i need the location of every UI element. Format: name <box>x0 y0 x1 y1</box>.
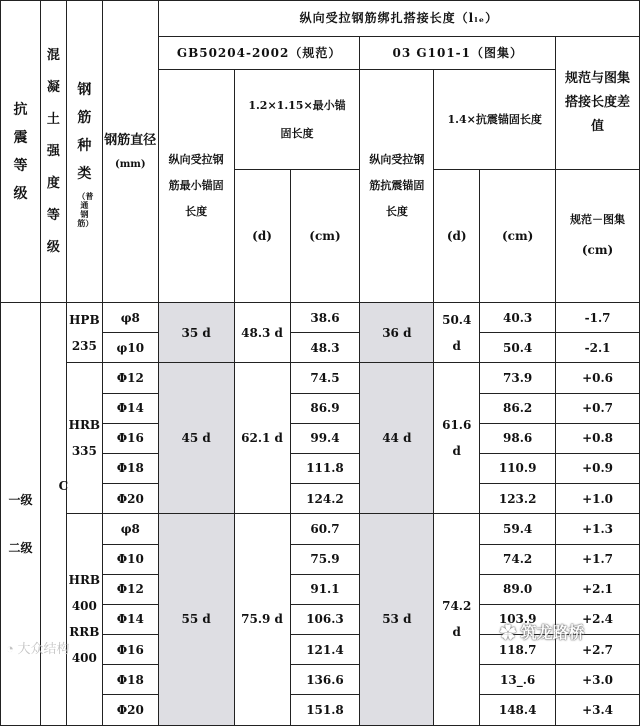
std-cm-cell: 136.6 <box>290 665 360 695</box>
std-formula-header: 1.2×1.15×最小锚固长度 <box>234 70 360 170</box>
difference-cell: +0.9 <box>556 453 640 483</box>
difference-cell: +2.4 <box>556 604 640 634</box>
steel-type-cell: HPB 235 <box>66 303 102 363</box>
atlas-cm-cell: 40.3 <box>480 303 556 333</box>
atlas-unit-cm: (cm) <box>480 170 556 303</box>
atlas-d-cell: 50.4 d <box>434 303 480 363</box>
table-row <box>1 363 640 393</box>
difference-cell: +2.1 <box>556 574 640 604</box>
std-cm-cell: 86.9 <box>290 393 360 423</box>
table-body <box>1 1 640 726</box>
diameter-cell: Φ10 <box>102 544 158 574</box>
difference-cell: -1.7 <box>556 303 640 333</box>
difference-cell: +0.6 <box>556 363 640 393</box>
std-unit-d: (d) <box>234 170 290 303</box>
difference-cell: +1.3 <box>556 514 640 544</box>
difference-cell: +1.0 <box>556 484 640 514</box>
atlas-formula-header: 1.4×抗震锚固长度 <box>434 70 556 170</box>
difference-unit: 规范－图集 (cm) <box>556 170 640 303</box>
atlas-cm-cell: 98.6 <box>480 423 556 453</box>
std-cm-cell: 48.3 <box>290 333 360 363</box>
atlas-anchor-cell: 44 d <box>360 363 434 514</box>
difference-cell: +0.7 <box>556 393 640 423</box>
diameter-cell: Φ14 <box>102 393 158 423</box>
std-cm-cell: 151.8 <box>290 695 360 725</box>
atlas-header: 03 G101-1（图集） <box>360 37 556 70</box>
atlas-anchor-cell: 53 d <box>360 514 434 725</box>
std-cm-cell: 99.4 <box>290 423 360 453</box>
atlas-anchor-cell: 36 d <box>360 303 434 363</box>
std-d-cell: 48.3 d <box>234 303 290 363</box>
diameter-cell: Φ14 <box>102 604 158 634</box>
atlas-cm-cell: 50.4 <box>480 333 556 363</box>
std-cm-cell: 124.2 <box>290 484 360 514</box>
seismic-grade-cell: 一级 二级 <box>1 303 41 726</box>
std-min-anchor-header: 纵向受拉钢筋最小锚固长度 <box>158 70 234 303</box>
atlas-cm-cell: 110.9 <box>480 453 556 483</box>
watermark-right: ✿ 筑龙路桥 <box>500 625 585 642</box>
std-d-cell: 62.1 d <box>234 363 290 514</box>
std-min-anchor-cell: 35 d <box>158 303 234 363</box>
atlas-cm-cell: 123.2 <box>480 484 556 514</box>
table-title: 纵向受拉钢筋绑扎搭接长度（lₗₑ） <box>158 1 639 37</box>
std-cm-cell: 91.1 <box>290 574 360 604</box>
atlas-cm-cell: 74.2 <box>480 544 556 574</box>
std-d-cell: 75.9 d <box>234 514 290 725</box>
diameter-cell: Φ16 <box>102 423 158 453</box>
atlas-cm-cell: 59.4 <box>480 514 556 544</box>
table-row <box>1 514 640 544</box>
diameter-cell: Φ18 <box>102 665 158 695</box>
atlas-cm-cell: 103.9 <box>480 604 556 634</box>
std-unit-cm: (cm) <box>290 170 360 303</box>
std-cm-cell: 106.3 <box>290 604 360 634</box>
std-cm-cell: 60.7 <box>290 514 360 544</box>
atlas-cm-cell: 148.4 <box>480 695 556 725</box>
diameter-cell: Φ20 <box>102 484 158 514</box>
standard-header: GB50204-2002（规范） <box>158 37 360 70</box>
atlas-cm-cell: 118.7 <box>480 635 556 665</box>
difference-cell: -2.1 <box>556 333 640 363</box>
std-cm-cell: 111.8 <box>290 453 360 483</box>
diameter-cell: φ10 <box>102 333 158 363</box>
diameter-cell: φ8 <box>102 303 158 333</box>
atlas-cm-cell: 86.2 <box>480 393 556 423</box>
wechat-icon: ✿ <box>500 625 517 642</box>
steel-type-cell: HRB 400 RRB 400 <box>66 514 102 725</box>
diameter-cell: Φ16 <box>102 635 158 665</box>
diameter-header: 钢筋直径 (mm) <box>102 1 158 303</box>
std-cm-cell: 74.5 <box>290 363 360 393</box>
atlas-cm-cell: 73.9 <box>480 363 556 393</box>
difference-cell: +0.8 <box>556 423 640 453</box>
std-min-anchor-cell: 55 d <box>158 514 234 725</box>
watermark-left: ◔ 大众结构 <box>6 641 70 656</box>
std-cm-cell: 121.4 <box>290 635 360 665</box>
std-min-anchor-cell: 45 d <box>158 363 234 514</box>
std-cm-cell: 75.9 <box>290 544 360 574</box>
std-cm-cell: 38.6 <box>290 303 360 333</box>
weibo-icon: ◔ <box>6 641 14 656</box>
atlas-cm-cell: 13_.6 <box>480 665 556 695</box>
seismic-grade-header: 抗震等级 <box>1 1 41 303</box>
atlas-cm-cell: 89.0 <box>480 574 556 604</box>
concrete-grade-header: 混凝土强度等级 <box>40 1 66 303</box>
diameter-cell: φ8 <box>102 514 158 544</box>
atlas-d-cell: 74.2 d <box>434 514 480 725</box>
difference-cell: +3.0 <box>556 665 640 695</box>
concrete-grade-cell: C <box>40 303 66 726</box>
difference-cell: +2.7 <box>556 635 640 665</box>
diameter-cell: Φ18 <box>102 453 158 483</box>
atlas-d-cell: 61.6 d <box>434 363 480 514</box>
steel-type-header: 钢筋种类 （普通钢筋） <box>66 1 102 303</box>
diameter-cell: Φ20 <box>102 695 158 725</box>
steel-type-cell: HRB 335 <box>66 363 102 514</box>
diameter-cell: Φ12 <box>102 363 158 393</box>
atlas-unit-d: (d) <box>434 170 480 303</box>
difference-header: 规范与图集搭接长度差值 <box>556 37 640 170</box>
difference-cell: +1.7 <box>556 544 640 574</box>
table-row <box>1 303 640 333</box>
difference-cell: +3.4 <box>556 695 640 725</box>
diameter-cell: Φ12 <box>102 574 158 604</box>
atlas-anchor-header: 纵向受拉钢筋抗震锚固长度 <box>360 70 434 303</box>
